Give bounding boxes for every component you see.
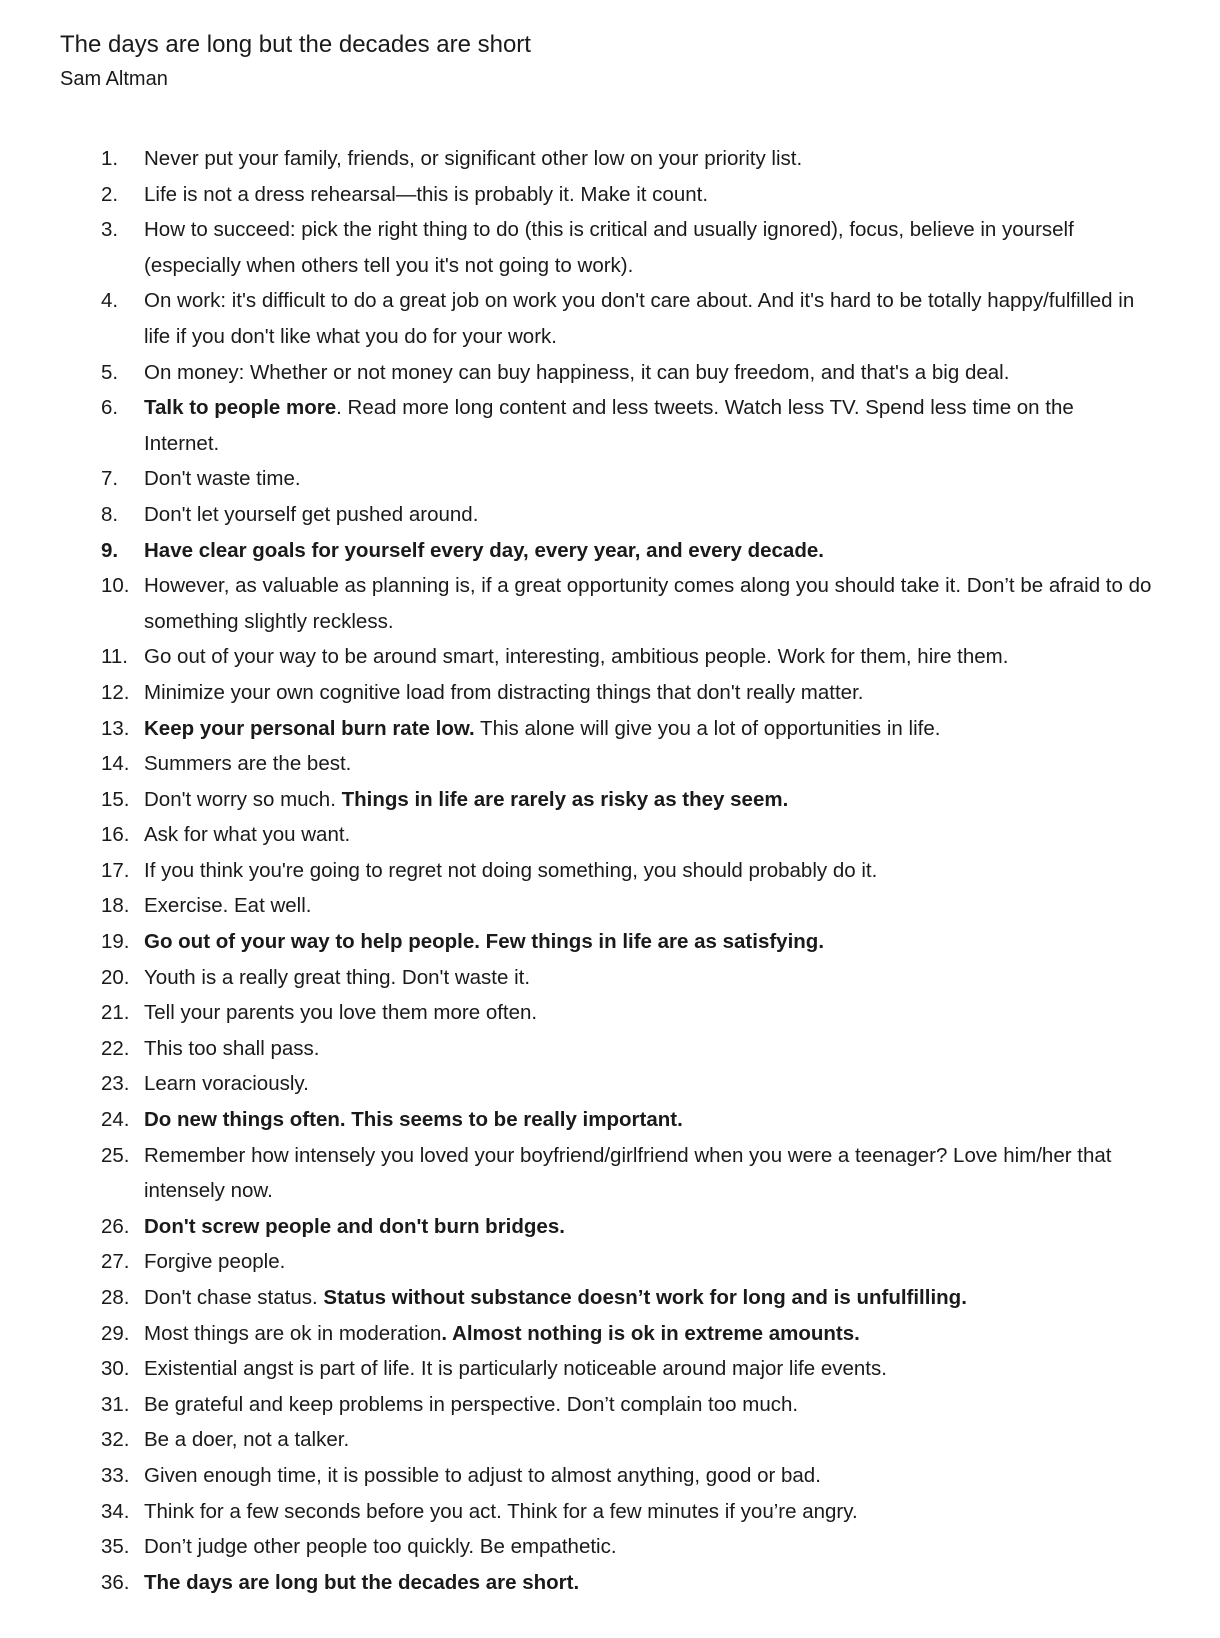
- list-item: [0, 675, 1220, 711]
- list-item-number: 13.: [101, 716, 130, 740]
- list-item: [0, 283, 1220, 354]
- list-item-text: [144, 1138, 1154, 1209]
- bold-text-segment: Have clear goals for yourself every day, every year, and every decade.: [144, 538, 824, 562]
- list-item: [0, 390, 1220, 461]
- document-author: Sam Altman: [60, 68, 168, 90]
- list-item-text: [144, 1422, 1154, 1458]
- list-item-number: 23.: [101, 1072, 130, 1096]
- text-segment: On work: it's difficult to do a great job on work you don't care about. And it's hard to be totally happy/fulfilled in life if you don't like what you do for your work.: [144, 289, 1135, 348]
- bold-text-segment: Don't screw people and don't burn bridges.: [144, 1214, 565, 1238]
- text-segment: Existential angst is part of life. It is particularly noticeable around major life events.: [144, 1357, 887, 1381]
- list-item-number: 34.: [101, 1499, 130, 1523]
- list-item: [0, 995, 1220, 1031]
- text-segment: Forgive people.: [144, 1250, 286, 1274]
- list-item-text: [144, 1565, 1154, 1601]
- text-segment: Don’t judge other people too quickly. Be empathetic.: [144, 1535, 617, 1559]
- list-item: [0, 1280, 1220, 1316]
- list-item-number: 25.: [101, 1143, 130, 1167]
- list-item-text: [144, 1458, 1154, 1494]
- list-item-number: 4.: [101, 289, 119, 313]
- list-item-text: [144, 853, 1154, 889]
- text-segment: Tell your parents you love them more often.: [144, 1001, 538, 1025]
- list-item-text: [144, 1280, 1154, 1316]
- list-item-number: 31.: [101, 1392, 130, 1416]
- list-item-number: 26.: [101, 1214, 130, 1238]
- list-item: [0, 568, 1220, 639]
- list-item: [0, 960, 1220, 996]
- list-item: [0, 1031, 1220, 1067]
- list-item-text: [144, 177, 1154, 213]
- list-item-text: [144, 1316, 1154, 1352]
- list-item: [0, 1422, 1220, 1458]
- bold-text-segment: . Almost nothing is ok in extreme amounts.: [441, 1321, 860, 1345]
- advice-list: [0, 141, 1220, 1600]
- list-item-text: [144, 1387, 1154, 1423]
- list-item-number: 16.: [101, 823, 130, 847]
- list-item-text: [144, 1102, 1154, 1138]
- list-item-text: [144, 924, 1154, 960]
- list-item: [0, 1209, 1220, 1245]
- list-item-text: [144, 497, 1154, 533]
- list-item: [0, 1316, 1220, 1352]
- text-segment: Don't worry so much.: [144, 787, 342, 811]
- list-item: [0, 533, 1220, 569]
- text-segment: Minimize your own cognitive load from distracting things that don't really matter.: [144, 680, 864, 704]
- list-item-text: [144, 639, 1154, 675]
- text-segment: Ask for what you want.: [144, 823, 351, 847]
- list-item-number: 19.: [101, 930, 130, 954]
- list-item-number: 11.: [101, 645, 128, 669]
- list-item-number: 28.: [101, 1286, 130, 1309]
- text-segment: Given enough time, it is possible to adjust to almost anything, good or bad.: [144, 1463, 821, 1487]
- list-item: [0, 1102, 1220, 1138]
- list-item: [0, 1458, 1220, 1494]
- list-item: [0, 853, 1220, 889]
- list-item: [0, 711, 1220, 747]
- list-item-number: 15.: [101, 787, 130, 811]
- list-item: [0, 141, 1220, 177]
- list-item-text: [144, 817, 1154, 853]
- list-item-text: [144, 711, 1154, 747]
- list-item-number: 21.: [101, 1001, 130, 1025]
- text-segment: Exercise. Eat well.: [144, 894, 312, 918]
- text-segment: Never put your family, friends, or significant other low on your priority list.: [144, 147, 803, 170]
- list-item: [0, 746, 1220, 782]
- text-segment: Remember how intensely you loved your boyfriend/girlfriend when you were a teenager? Love him/her that intensely now.: [144, 1143, 1112, 1203]
- list-item-number: 12.: [101, 680, 130, 704]
- list-item: [0, 1387, 1220, 1423]
- list-item-text: [144, 390, 1154, 461]
- list-item-text: [144, 461, 1154, 497]
- list-item-number: 3.: [101, 218, 119, 242]
- text-segment: This too shall pass.: [144, 1036, 320, 1060]
- list-item-text: [144, 1066, 1154, 1102]
- list-item-number: 14.: [101, 752, 130, 776]
- list-item-number: 1.: [101, 147, 119, 170]
- list-item-text: [144, 995, 1154, 1031]
- bold-text-segment: Keep your personal burn rate low.: [144, 716, 475, 740]
- text-segment: Be grateful and keep problems in perspective. Don’t complain too much.: [144, 1392, 799, 1416]
- list-item-text: [144, 283, 1154, 354]
- list-item-number: 8.: [101, 502, 119, 526]
- text-segment: Don't chase status.: [144, 1286, 324, 1309]
- text-segment: Be a doer, not a talker.: [144, 1428, 350, 1452]
- list-item-text: [144, 1209, 1154, 1245]
- list-item: [0, 355, 1220, 391]
- list-item-text: [144, 533, 1154, 569]
- list-item: [0, 461, 1220, 497]
- list-item-number: 36.: [101, 1570, 130, 1594]
- text-segment: If you think you're going to regret not doing something, you should probably do it.: [144, 858, 878, 882]
- text-segment: . Read more long content and less tweets. Watch less TV. Spend less time on the Internet.: [144, 396, 1074, 455]
- text-segment: However, as valuable as planning is, if a great opportunity comes along you should take it. Don’t be afraid to do something slightly reckless.: [144, 574, 1152, 633]
- list-item-number: 32.: [101, 1428, 130, 1452]
- list-item-number: 7.: [101, 467, 119, 491]
- list-item-number: 5.: [101, 360, 119, 384]
- list-item-text: [144, 1494, 1154, 1530]
- list-item-number: 24.: [101, 1108, 130, 1132]
- text-segment: Youth is a really great thing. Don't waste it.: [144, 965, 531, 989]
- list-item-text: [144, 675, 1154, 711]
- list-item-text: [144, 355, 1154, 391]
- list-item-number: 22.: [101, 1036, 130, 1060]
- list-item-text: [144, 568, 1154, 639]
- list-item: [0, 782, 1220, 818]
- list-item-number: 33.: [101, 1463, 130, 1487]
- text-segment: Think for a few seconds before you act. Think for a few minutes if you’re angry.: [144, 1499, 858, 1523]
- list-item: [0, 639, 1220, 675]
- text-segment: Summers are the best.: [144, 752, 352, 776]
- list-item: [0, 1138, 1220, 1209]
- text-segment: Learn voraciously.: [144, 1072, 309, 1096]
- text-segment: This alone will give you a lot of opportunities in life.: [474, 716, 941, 740]
- list-item-text: [144, 212, 1154, 283]
- list-item-text: [144, 1031, 1154, 1067]
- list-item-text: [144, 141, 1154, 177]
- list-item: [0, 1529, 1220, 1565]
- list-item: [0, 1351, 1220, 1387]
- list-item: [0, 888, 1220, 924]
- list-item-number: 27.: [101, 1250, 130, 1274]
- list-item-text: [144, 888, 1154, 924]
- list-item: [0, 177, 1220, 213]
- text-segment: On money: Whether or not money can buy happiness, it can buy freedom, and that's a big deal.: [144, 360, 1010, 384]
- list-item-number: 10.: [101, 574, 130, 598]
- bold-text-segment: Go out of your way to help people. Few things in life are as satisfying.: [144, 930, 825, 954]
- list-item: [0, 497, 1220, 533]
- list-item: [0, 1494, 1220, 1530]
- list-item: [0, 1244, 1220, 1280]
- list-item-text: [144, 782, 1154, 818]
- list-item-text: [144, 746, 1154, 782]
- list-item: [0, 924, 1220, 960]
- list-item-number: 35.: [101, 1535, 130, 1559]
- bold-text-segment: Talk to people more: [144, 396, 337, 420]
- list-item-text: [144, 960, 1154, 996]
- text-segment: Don't let yourself get pushed around.: [144, 502, 479, 526]
- list-item-number: 20.: [101, 965, 130, 989]
- list-item-number: 18.: [101, 894, 130, 918]
- document-title: The days are long but the decades are short: [60, 31, 531, 58]
- list-item-number: 6.: [101, 396, 119, 420]
- list-item: [0, 1066, 1220, 1102]
- bold-text-segment: Do new things often. This seems to be really important.: [144, 1108, 683, 1132]
- list-item-text: [144, 1529, 1154, 1565]
- text-segment: How to succeed: pick the right thing to do (this is critical and usually ignored), focus, believe in yourself (especially when others tell you it's not going to work).: [144, 218, 1074, 277]
- list-item-number: 9.: [101, 538, 119, 562]
- list-item-number: 17.: [101, 858, 130, 882]
- list-item-text: [144, 1244, 1154, 1280]
- list-item-number: 29.: [101, 1321, 130, 1345]
- text-segment: Don't waste time.: [144, 467, 301, 491]
- list-item: [0, 817, 1220, 853]
- text-segment: Most things are ok in moderation: [144, 1321, 442, 1345]
- list-item-number: 2.: [101, 182, 119, 206]
- list-item: [0, 212, 1220, 283]
- list-item: [0, 1565, 1220, 1601]
- list-item-text: [144, 1351, 1154, 1387]
- text-segment: Go out of your way to be around smart, interesting, ambitious people. Work for them, hire them.: [144, 645, 1009, 669]
- bold-text-segment: Things in life are rarely as risky as they seem.: [341, 787, 789, 811]
- bold-text-segment: The days are long but the decades are short.: [144, 1570, 580, 1594]
- list-item-number: 30.: [101, 1357, 130, 1381]
- text-segment: Life is not a dress rehearsal—this is probably it. Make it count.: [144, 182, 709, 206]
- bold-text-segment: Status without substance doesn’t work for long and is unfulfilling.: [323, 1286, 967, 1309]
